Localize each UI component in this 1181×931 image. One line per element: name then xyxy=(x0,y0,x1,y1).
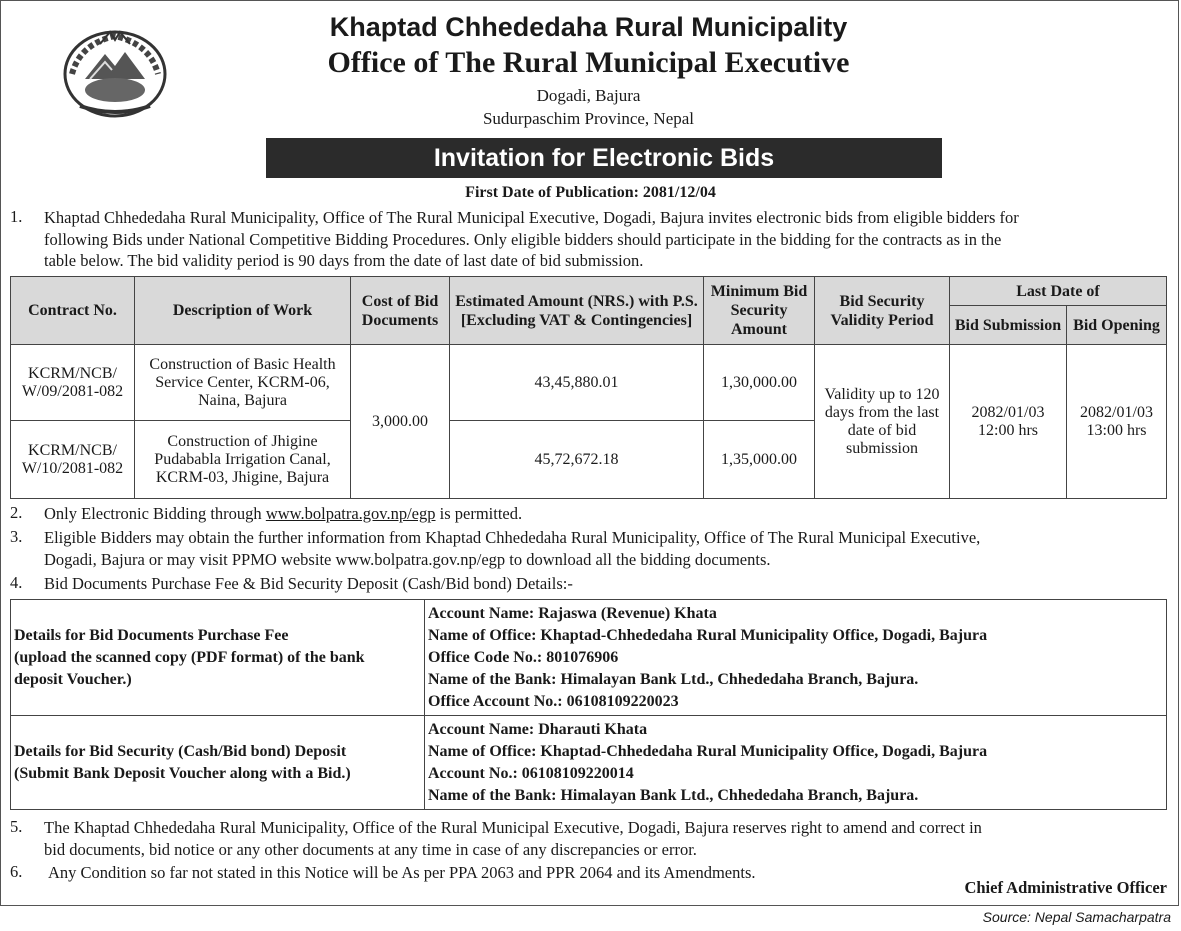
office-name: Office of The Rural Municipal Executive xyxy=(327,46,850,79)
submission-date: 2082/01/03 xyxy=(971,403,1045,421)
validity-cell: Validity up to 120 days from the last date of bid submission xyxy=(815,345,950,499)
security-deposit-label xyxy=(11,716,425,810)
description-cell: Construction of Basic Health Service Center, KCRM-06, Naina, Bajura xyxy=(135,345,351,421)
item-2-post: is permitted. xyxy=(435,504,523,523)
item-2-number: 2. xyxy=(10,503,23,522)
municipality-name: Khaptad Chhededaha Rural Municipality xyxy=(329,12,848,42)
cost-cell: 3,000.00 xyxy=(351,345,450,499)
header-estimate: Estimated Amount (NRS.) with P.S.[Excluding VAT & Contingencies] xyxy=(450,277,704,345)
signatory: Chief Administrative Officer xyxy=(964,878,1167,897)
item-1-line-2: following Bids under National Competitive Bidding Procedures. Only eligible bidders should participate in the bidding for the contracts as in the xyxy=(44,229,1002,249)
detail-line: Account Name: Rajaswa (Revenue) Khata xyxy=(428,604,717,622)
bolpatra-link[interactable]: www.bolpatra.gov.np/egp xyxy=(265,504,436,523)
contract-no-cell: KCRM/NCB/ W/09/2081-082 xyxy=(11,345,135,421)
fee-table xyxy=(10,599,1167,810)
purchase-fee-details xyxy=(425,600,1167,716)
estimate-cell: 45,72,672.18 xyxy=(450,421,704,499)
item-5-number: 5. xyxy=(10,817,23,836)
header-last-date: Last Date of xyxy=(950,277,1167,306)
item-5-text xyxy=(44,817,982,860)
item-3-line-2: Dogadi, Bajura or may visit PPMO website www.bolpatra.gov.np/egp to download all the bidding documents. xyxy=(44,549,771,569)
detail-line: Name of the Bank: Himalayan Bank Ltd., Chhededaha Branch, Bajura. xyxy=(428,670,919,688)
item-3-number: 3. xyxy=(10,527,23,546)
item-3-text xyxy=(44,527,980,570)
header-min-security: Minimum Bid Security Amount xyxy=(704,277,815,345)
contract-no-cell: KCRM/NCB/ W/10/2081-082 xyxy=(11,421,135,499)
address-line-2: Sudurpaschim Province, Nepal xyxy=(482,109,695,128)
opening-cell xyxy=(1067,345,1167,499)
header-cost: Cost of Bid Documents xyxy=(351,277,450,345)
item-4-number: 4. xyxy=(10,573,23,592)
item-1-line-1: Khaptad Chhededaha Rural Municipality, Office of The Rural Municipal Executive, Dogadi, Bajura invites electronic bids from eligible bidders for xyxy=(44,208,1019,227)
opening-time: 13:00 hrs xyxy=(1086,421,1147,439)
min-security-cell: 1,35,000.00 xyxy=(704,421,815,499)
table-row xyxy=(11,600,1167,716)
estimate-cell: 43,45,880.01 xyxy=(450,345,704,421)
item-1-number: 1. xyxy=(10,207,23,226)
submission-time: 12:00 hrs xyxy=(978,421,1038,439)
address-line-1: Dogadi, Bajura xyxy=(536,86,641,105)
item-3-line-1: Eligible Bidders may obtain the further information from Khaptad Chhededaha Rural Municipality, Office of The Rural Municipal Executive, xyxy=(44,528,981,547)
purchase-label-line-1: Details for Bid Documents Purchase Fee xyxy=(14,626,289,644)
bid-table xyxy=(10,276,1167,499)
item-6-number: 6. xyxy=(10,862,23,881)
item-5-line-2: bid documents, bid notice or any other documents at any time in case of any discrepancies or error. xyxy=(44,839,697,859)
table-row xyxy=(11,716,1167,810)
detail-line: Name of Office: Khaptad-Chhededaha Rural Municipality Office, Dogadi, Bajura xyxy=(428,742,988,760)
item-6-text: Any Condition so far not stated in this Notice will be As per PPA 2063 and PPR 2064 and its Amendments. xyxy=(48,863,756,882)
header-opening: Bid Opening xyxy=(1067,306,1167,345)
item-2-pre: Only Electronic Bidding through xyxy=(44,504,266,523)
security-deposit-details xyxy=(425,716,1167,810)
publication-date: First Date of Publication: 2081/12/04 xyxy=(465,184,716,201)
item-2-text xyxy=(44,503,522,525)
header-contract-no: Contract No. xyxy=(11,277,135,345)
header-description: Description of Work xyxy=(135,277,351,345)
header-submission: Bid Submission xyxy=(950,306,1067,345)
header-validity: Bid Security Validity Period xyxy=(815,277,950,345)
item-5-line-1: The Khaptad Chhededaha Rural Municipality, Office of the Rural Municipal Executive, Dogadi, Bajura reserves right to amend and correct in xyxy=(44,818,982,837)
submission-cell xyxy=(950,345,1067,499)
min-security-cell: 1,30,000.00 xyxy=(704,345,815,421)
table-row xyxy=(11,345,1167,421)
opening-date: 2082/01/03 xyxy=(1080,403,1153,421)
security-label-line-2: (Submit Bank Deposit Voucher along with a Bid.) xyxy=(14,764,351,782)
purchase-fee-label xyxy=(11,600,425,716)
detail-line: Name of Office: Khaptad-Chhededaha Rural Municipality Office, Dogadi, Bajura xyxy=(428,626,988,644)
item-1-line-3: table below. The bid validity period is 90 days from the date of last date of bid submission. xyxy=(44,251,644,270)
security-label-line-1: Details for Bid Security (Cash/Bid bond) Deposit xyxy=(14,742,347,760)
detail-line: Account Name: Dharauti Khata xyxy=(428,720,648,738)
detail-line: Office Code No.: 801076906 xyxy=(428,648,619,666)
item-4-text: Bid Documents Purchase Fee & Bid Security Deposit (Cash/Bid bond) Details:- xyxy=(44,574,573,593)
detail-line: Account No.: 06108109220014 xyxy=(428,764,634,782)
item-1-text xyxy=(44,207,1019,272)
purchase-label-line-3: deposit Voucher.) xyxy=(14,670,132,688)
source-credit: Source: Nepal Samacharpatra xyxy=(982,909,1171,925)
description-cell: Construction of Jhigine Pudababla Irrigation Canal, KCRM-03, Jhigine, Bajura xyxy=(135,421,351,499)
detail-line: Name of the Bank: Himalayan Bank Ltd., Chhededaha Branch, Bajura. xyxy=(428,786,919,804)
notice-title: Invitation for Electronic Bids xyxy=(266,138,942,178)
purchase-label-line-2: (upload the scanned copy (PDF format) of the bank xyxy=(14,648,365,666)
detail-line: Office Account No.: 06108109220023 xyxy=(428,692,679,710)
